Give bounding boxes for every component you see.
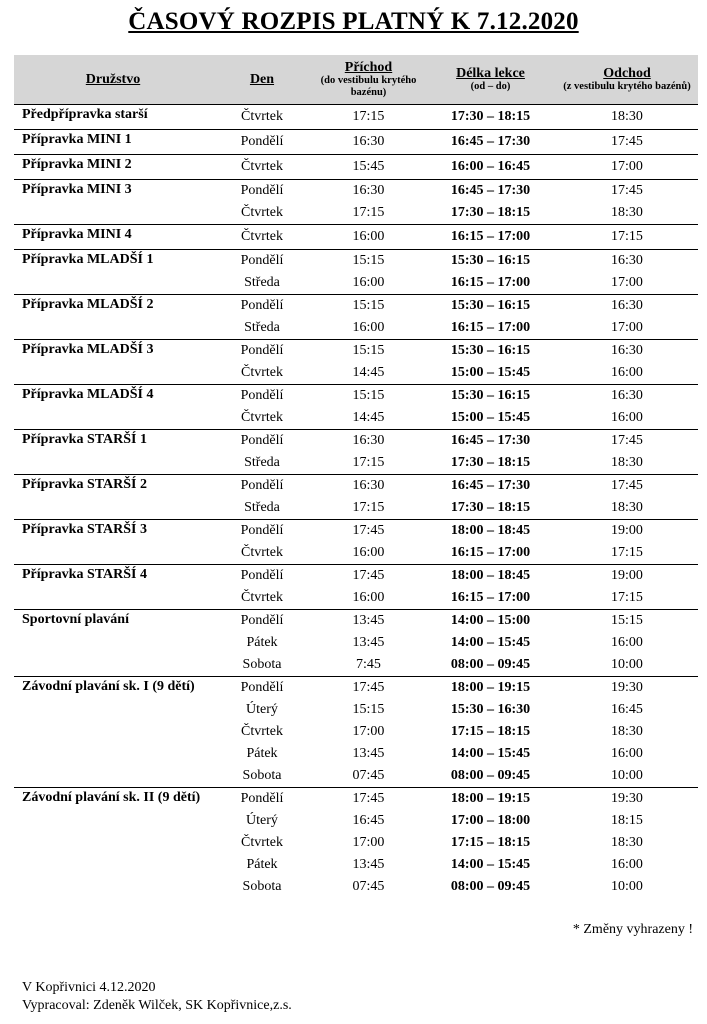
team-name: Přípravka MINI 1 (14, 130, 212, 155)
table-row (14, 130, 698, 155)
departure-cell: 16:00 (611, 365, 643, 380)
arrival-cell: 15:45 (312, 155, 425, 180)
departure-cell: 18:30 (611, 205, 643, 220)
arrival-cell: 17:15 (352, 455, 385, 470)
lesson-cell: 16:15 – 17:00 (450, 320, 531, 335)
departure-cell: 16:00 (611, 410, 643, 425)
header-arrival (312, 55, 425, 105)
team-name: Přípravka MINI 3 (14, 180, 212, 225)
table-header-row (14, 55, 698, 105)
arrival-cell: 16:00 (352, 275, 385, 290)
arrival-cell: 17:45 (312, 677, 425, 700)
arrival-cell: 16:30 (312, 130, 425, 155)
lesson-cell: 18:00 – 18:45 (425, 565, 556, 588)
arrival-cell: 16:45 (352, 813, 385, 828)
team-name: Závodní plavání sk. II (9 dětí) (14, 788, 212, 899)
lesson-cell: 16:45 – 17:30 (425, 475, 556, 498)
team-name: Přípravka STARŠÍ 4 (14, 565, 212, 610)
day-cell: Pondělí (212, 677, 312, 700)
schedule-table (14, 55, 698, 898)
day-cell: Čtvrtek (241, 724, 283, 739)
day-cell: Pátek (246, 635, 278, 650)
departure-cell: 18:30 (611, 455, 643, 470)
header-day (212, 55, 312, 105)
day-cell: Středa (244, 275, 280, 290)
departure-cell: 17:00 (611, 320, 643, 335)
team-name: Závodní plavání sk. I (9 dětí) (14, 677, 212, 788)
day-cell: Čtvrtek (212, 225, 312, 250)
table-row (14, 225, 698, 250)
departure-cell: 17:15 (611, 545, 643, 560)
lesson-cell: 17:15 – 18:15 (450, 835, 531, 850)
page-title: ČASOVÝ ROZPIS PLATNÝ K 7.12.2020 (128, 8, 579, 35)
header-lesson-label: Délka lekce (456, 66, 525, 81)
departure-cell: 17:00 (611, 275, 643, 290)
arrival-cell: 17:45 (312, 788, 425, 811)
arrival-cell: 14:45 (352, 365, 385, 380)
departure-cell: 17:00 (556, 155, 698, 180)
team-name: Přípravka MLADŠÍ 3 (14, 340, 212, 385)
lesson-cell: 15:30 – 16:15 (425, 385, 556, 408)
lesson-cell: 16:00 – 16:45 (425, 155, 556, 180)
table-row (14, 520, 698, 543)
table-row (14, 340, 698, 363)
table-row (14, 250, 698, 273)
day-cell: Čtvrtek (212, 155, 312, 180)
lesson-cell: 15:30 – 16:15 (425, 295, 556, 318)
lesson-cell: 14:00 – 15:00 (425, 610, 556, 633)
departure-cell: 10:00 (611, 768, 643, 783)
departure-cell: 17:15 (611, 590, 643, 605)
departure-cell: 15:15 (556, 610, 698, 633)
day-cell: Sobota (242, 879, 282, 894)
day-cell: Pondělí (212, 475, 312, 498)
day-cell: Sobota (242, 768, 282, 783)
arrival-cell: 16:30 (312, 430, 425, 453)
day-cell: Úterý (246, 813, 278, 828)
departure-cell: 16:45 (611, 702, 643, 717)
departure-cell: 16:00 (611, 746, 643, 761)
header-arrival-label: Příchod (344, 60, 393, 75)
lesson-cell: 17:00 – 18:00 (450, 813, 531, 828)
lesson-cell: 08:00 – 09:45 (450, 879, 531, 894)
day-cell: Čtvrtek (241, 545, 283, 560)
lesson-cell: 15:00 – 15:45 (450, 365, 531, 380)
departure-cell: 18:30 (556, 105, 698, 130)
arrival-cell: 16:00 (352, 320, 385, 335)
header-team (14, 55, 212, 105)
arrival-cell: 13:45 (352, 635, 385, 650)
arrival-cell: 16:30 (312, 180, 425, 203)
team-name: Sportovní plavání (14, 610, 212, 677)
day-cell: Pondělí (212, 340, 312, 363)
header-departure-sublabel: (z vestibulu krytého bazénů) (563, 81, 691, 92)
header-arrival-sublabel: (do vestibulu krytého bazénu) (320, 75, 417, 98)
arrival-cell: 17:00 (352, 835, 385, 850)
arrival-cell: 13:45 (352, 746, 385, 761)
lesson-cell: 16:15 – 17:00 (450, 590, 531, 605)
day-cell: Čtvrtek (212, 105, 312, 130)
day-cell: Středa (244, 455, 280, 470)
day-cell: Pondělí (212, 250, 312, 273)
changes-note: * Změny vyhrazeny ! (572, 922, 693, 937)
arrival-cell: 17:45 (312, 520, 425, 543)
arrival-cell: 13:45 (312, 610, 425, 633)
arrival-cell: 16:00 (352, 545, 385, 560)
departure-cell: 16:30 (556, 295, 698, 318)
table-row (14, 788, 698, 811)
header-departure-label: Odchod (603, 66, 651, 81)
day-cell: Pondělí (212, 520, 312, 543)
departure-cell: 16:30 (556, 340, 698, 363)
lesson-cell: 16:45 – 17:30 (425, 180, 556, 203)
arrival-cell: 16:00 (312, 225, 425, 250)
lesson-cell: 18:00 – 19:15 (425, 788, 556, 811)
arrival-cell: 17:00 (352, 724, 385, 739)
lesson-cell: 14:00 – 15:45 (450, 746, 531, 761)
departure-cell: 17:15 (556, 225, 698, 250)
schedule-body (14, 105, 698, 899)
arrival-cell: 17:15 (352, 205, 385, 220)
day-cell: Pondělí (212, 295, 312, 318)
day-cell: Pondělí (212, 130, 312, 155)
table-row (14, 295, 698, 318)
arrival-cell: 17:15 (352, 500, 385, 515)
table-row (14, 475, 698, 498)
arrival-cell: 16:30 (312, 475, 425, 498)
day-cell: Pondělí (212, 610, 312, 633)
day-cell: Pondělí (212, 565, 312, 588)
team-name: Přípravka MLADŠÍ 2 (14, 295, 212, 340)
table-row (14, 385, 698, 408)
arrival-cell: 13:45 (352, 857, 385, 872)
lesson-cell: 18:00 – 18:45 (425, 520, 556, 543)
departure-cell: 19:30 (556, 677, 698, 700)
lesson-cell: 16:15 – 17:00 (450, 275, 531, 290)
arrival-cell: 16:00 (352, 590, 385, 605)
lesson-cell: 17:30 – 18:15 (450, 205, 531, 220)
day-cell: Pondělí (212, 430, 312, 453)
arrival-cell: 14:45 (352, 410, 385, 425)
lesson-cell: 08:00 – 09:45 (450, 657, 531, 672)
departure-cell: 10:00 (611, 879, 643, 894)
departure-cell: 16:30 (556, 385, 698, 408)
departure-cell: 19:30 (556, 788, 698, 811)
lesson-cell: 14:00 – 15:45 (450, 857, 531, 872)
arrival-cell: 15:15 (312, 295, 425, 318)
day-cell: Středa (244, 320, 280, 335)
team-name: Předpřípravka starší (14, 105, 212, 130)
departure-cell: 18:15 (611, 813, 643, 828)
lesson-cell: 15:30 – 16:30 (450, 702, 531, 717)
table-row (14, 105, 698, 130)
departure-cell: 18:30 (611, 835, 643, 850)
author-line: Vypracoval: Zdeněk Wilček, SK Kopřivnice,z.s. (22, 998, 292, 1013)
day-cell: Středa (244, 500, 280, 515)
lesson-cell: 17:15 – 18:15 (450, 724, 531, 739)
arrival-cell: 7:45 (356, 657, 381, 672)
departure-cell: 19:00 (556, 565, 698, 588)
day-cell: Čtvrtek (241, 205, 283, 220)
table-row (14, 430, 698, 453)
team-name: Přípravka STARŠÍ 3 (14, 520, 212, 565)
arrival-cell: 17:15 (312, 105, 425, 130)
arrival-cell: 15:15 (312, 340, 425, 363)
lesson-cell: 16:15 – 17:00 (450, 545, 531, 560)
day-cell: Pondělí (212, 788, 312, 811)
table-row (14, 610, 698, 633)
header-lesson (425, 55, 556, 105)
departure-cell: 10:00 (611, 657, 643, 672)
table-row (14, 180, 698, 203)
team-name: Přípravka STARŠÍ 1 (14, 430, 212, 475)
team-name: Přípravka MINI 2 (14, 155, 212, 180)
lesson-cell: 08:00 – 09:45 (450, 768, 531, 783)
header-departure (556, 55, 698, 105)
day-cell: Sobota (242, 657, 282, 672)
table-row (14, 677, 698, 700)
arrival-cell: 17:45 (312, 565, 425, 588)
header-lesson-sublabel: (od – do) (470, 81, 511, 92)
table-row (14, 155, 698, 180)
lesson-cell: 16:15 – 17:00 (425, 225, 556, 250)
day-cell: Čtvrtek (241, 835, 283, 850)
lesson-cell: 15:00 – 15:45 (450, 410, 531, 425)
departure-cell: 18:30 (611, 500, 643, 515)
day-cell: Čtvrtek (241, 410, 283, 425)
day-cell: Pátek (246, 857, 278, 872)
team-name: Přípravka STARŠÍ 2 (14, 475, 212, 520)
header-day-label: Den (249, 72, 275, 87)
departure-cell: 17:45 (556, 430, 698, 453)
lesson-cell: 17:30 – 18:15 (450, 455, 531, 470)
table-row (14, 565, 698, 588)
day-cell: Úterý (246, 702, 278, 717)
day-cell: Pondělí (212, 180, 312, 203)
lesson-cell: 14:00 – 15:45 (450, 635, 531, 650)
day-cell: Čtvrtek (241, 590, 283, 605)
day-cell: Čtvrtek (241, 365, 283, 380)
departure-cell: 16:00 (611, 857, 643, 872)
lesson-cell: 16:45 – 17:30 (425, 130, 556, 155)
departure-cell: 17:45 (556, 180, 698, 203)
arrival-cell: 07:45 (352, 879, 385, 894)
departure-cell: 16:30 (556, 250, 698, 273)
departure-cell: 18:30 (611, 724, 643, 739)
arrival-cell: 07:45 (352, 768, 385, 783)
team-name: Přípravka MLADŠÍ 1 (14, 250, 212, 295)
team-name: Přípravka MINI 4 (14, 225, 212, 250)
header-team-label: Družstvo (85, 72, 141, 87)
lesson-cell: 15:30 – 16:15 (425, 250, 556, 273)
arrival-cell: 15:15 (312, 250, 425, 273)
day-cell: Pondělí (212, 385, 312, 408)
place-date: V Kopřivnici 4.12.2020 (22, 980, 156, 995)
arrival-cell: 15:15 (312, 385, 425, 408)
lesson-cell: 17:30 – 18:15 (425, 105, 556, 130)
team-name: Přípravka MLADŠÍ 4 (14, 385, 212, 430)
departure-cell: 16:00 (611, 635, 643, 650)
departure-cell: 17:45 (556, 475, 698, 498)
lesson-cell: 18:00 – 19:15 (425, 677, 556, 700)
lesson-cell: 17:30 – 18:15 (450, 500, 531, 515)
departure-cell: 19:00 (556, 520, 698, 543)
departure-cell: 17:45 (556, 130, 698, 155)
arrival-cell: 15:15 (352, 702, 385, 717)
lesson-cell: 15:30 – 16:15 (425, 340, 556, 363)
lesson-cell: 16:45 – 17:30 (425, 430, 556, 453)
day-cell: Pátek (246, 746, 278, 761)
